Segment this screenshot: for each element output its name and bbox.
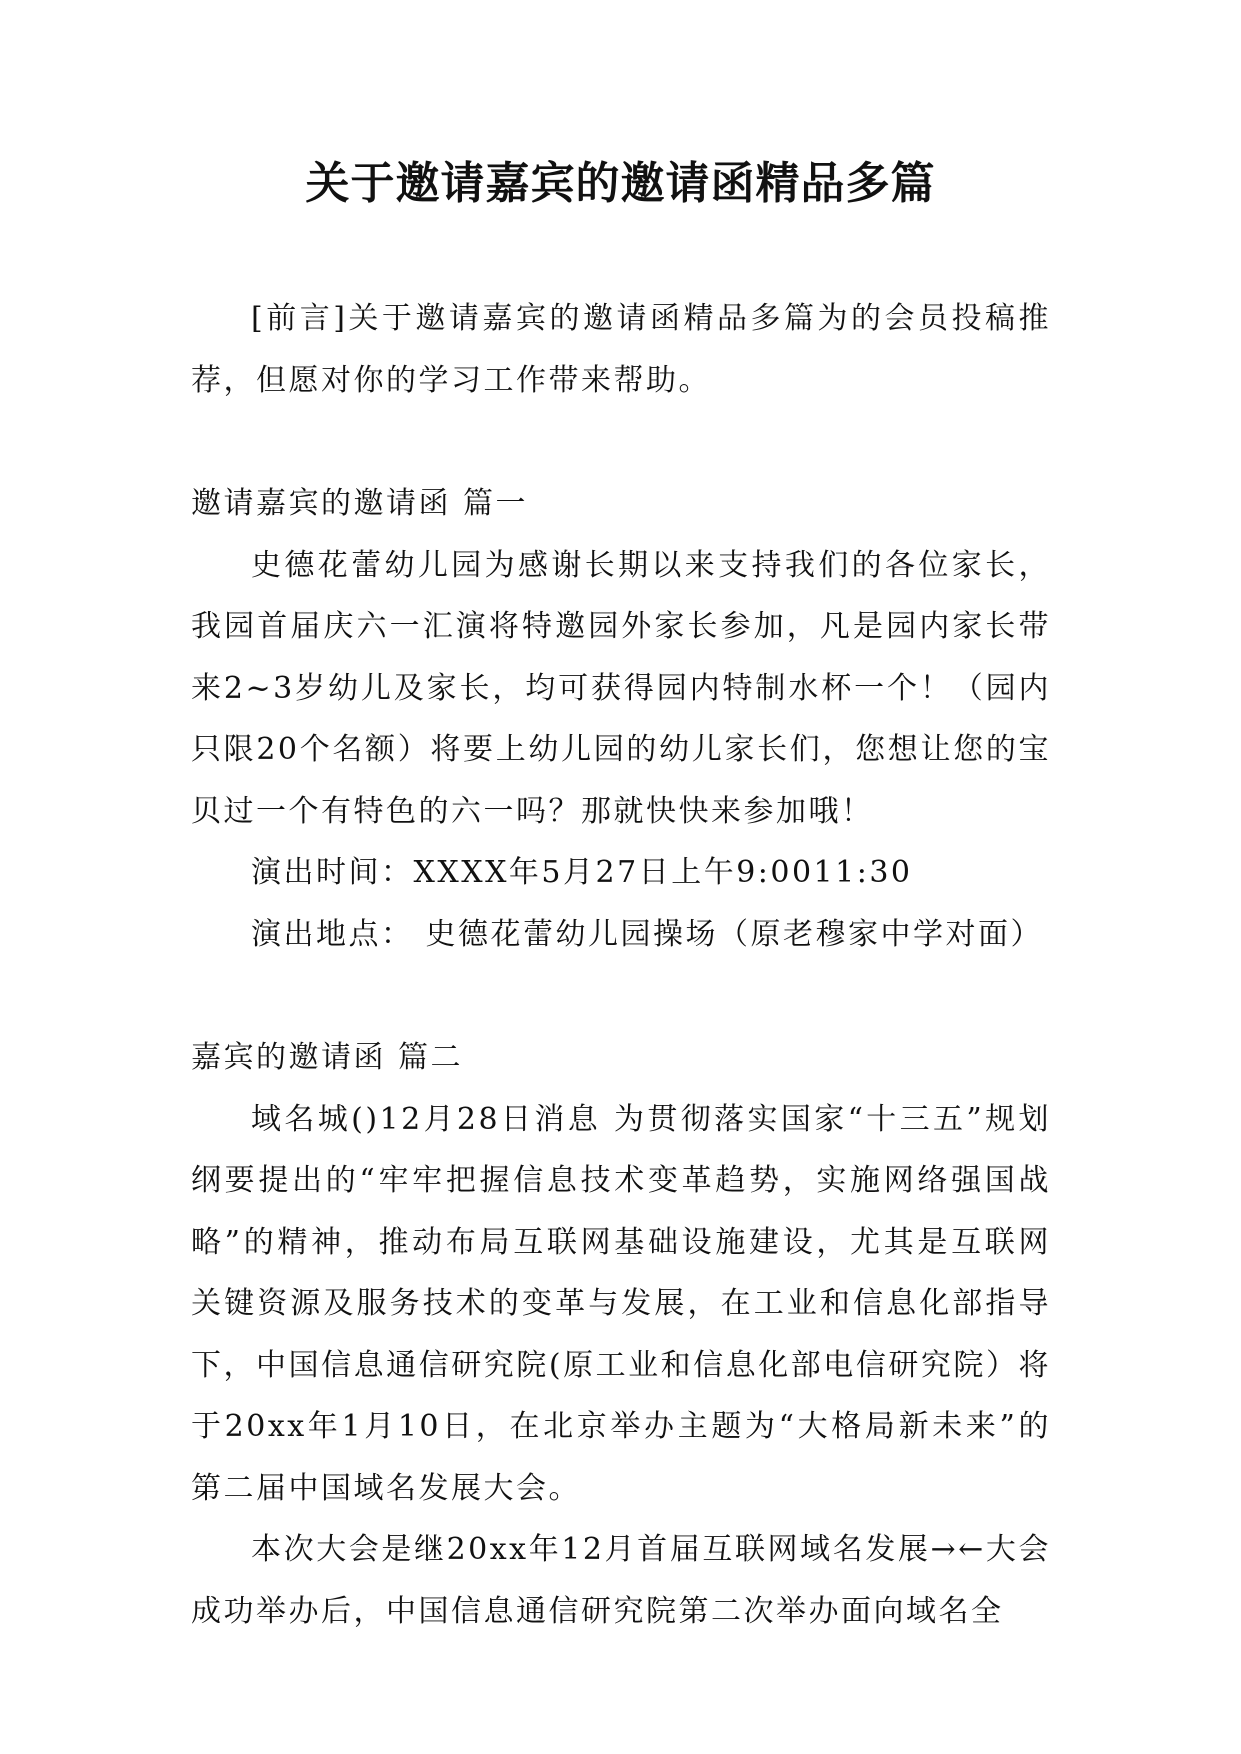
section-2-paragraph-1: 域名城()12月28日消息 为贯彻落实国家“十三五”规划纲要提出的“牢牢把握信息技术变革趋势，实施网络强国战略”的精神，推动布局互联网基础设施建设，尤其是互联网关键资源及服务技术的变革与发展，在工业和信息化部指导下，中国信息通信研究院(原工业和信息化部电信研究院）将于20xx年1月10日，在北京举办主题为“大格局新未来”的第二届中国域名发展大会。 [191, 1101, 1051, 1506]
performance-place: 演出地点： 史德花蕾幼儿园操场（原老穆家中学对面） [251, 916, 1044, 952]
document-title: 关于邀请嘉宾的邀请函精品多篇 [305, 158, 936, 209]
preface-paragraph: [前言]关于邀请嘉宾的邀请函精品多篇为的会员投稿推荐，但愿对你的学习工作带来帮助。 [191, 301, 1051, 398]
section-1-paragraph-1: 史德花蕾幼儿园为感谢长期以来支持我们的各位家长，我园首届庆六一汇演将特邀园外家长参加，凡是园内家长带来2~3岁幼儿及家长，均可获得园内特制水杯一个！（园内只限20个名额）将要上幼儿园的幼儿家长们，您想让您的宝贝过一个有特色的六一吗？那就快快来参加哦！ [191, 547, 1051, 829]
section-1-heading: 邀请嘉宾的邀请函 篇一 [191, 486, 529, 521]
section-2-paragraph-2: 本次大会是继20xx年12月首届互联网域名发展→←大会成功举办后，中国信息通信研究院第二次举办面向域名全 [191, 1532, 1051, 1629]
document-body [191, 288, 1051, 1642]
section-2-heading: 嘉宾的邀请函 篇二 [191, 1040, 464, 1075]
performance-time: 演出时间：XXXX年5月27日上午9:0011:30 [251, 855, 913, 890]
